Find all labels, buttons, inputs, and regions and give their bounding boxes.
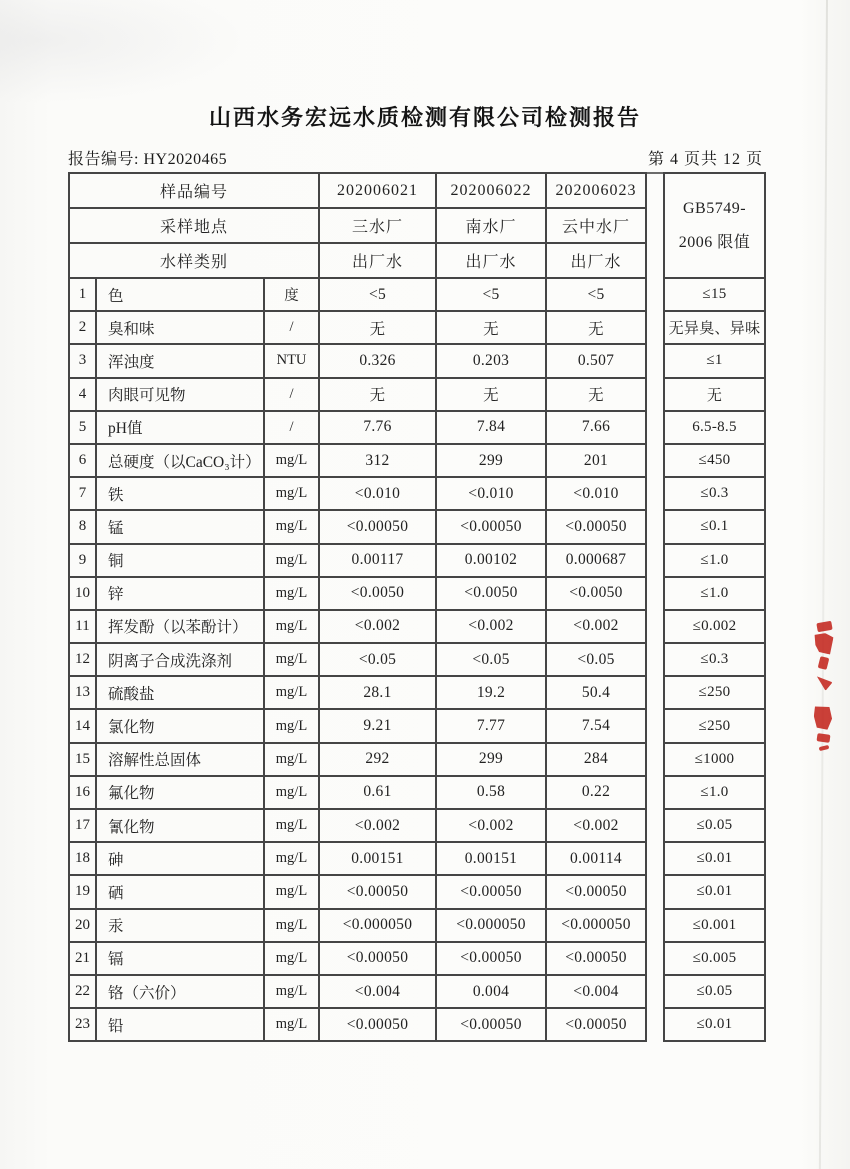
- table-gap-top-line: [643, 172, 663, 174]
- parameter-unit: mg/L: [265, 545, 320, 578]
- parameter-name: 氟化物: [97, 777, 265, 810]
- parameter-unit: mg/L: [265, 578, 320, 611]
- parameter-unit: /: [265, 379, 320, 412]
- sample3-value: <0.00050: [547, 511, 647, 544]
- sample1-value: <0.00050: [320, 943, 437, 976]
- parameter-name: 溶解性总固体: [97, 744, 265, 777]
- row-number: 21: [70, 943, 97, 976]
- sample2-value: 0.203: [437, 345, 547, 378]
- report-number-label: 报告编号:: [68, 151, 139, 168]
- header-sample-id-1: 202006021: [320, 174, 437, 209]
- header-sample-type-2: 出厂水: [437, 244, 547, 279]
- page-edge-line: [819, 0, 828, 1169]
- sample2-value: <0.002: [437, 611, 547, 644]
- parameter-name: 肉眼可见物: [97, 379, 265, 412]
- parameter-name: 色: [97, 279, 265, 312]
- sample3-value: 0.00114: [547, 843, 647, 876]
- sample1-value: 0.326: [320, 345, 437, 378]
- sample2-value: <0.00050: [437, 876, 547, 909]
- parameter-unit: NTU: [265, 345, 320, 378]
- parameter-unit: /: [265, 312, 320, 345]
- sample3-value: 50.4: [547, 677, 647, 710]
- row-number: 14: [70, 710, 97, 743]
- water-quality-table: [68, 172, 647, 1042]
- header-location-2: 南水厂: [437, 209, 547, 244]
- parameter-name: 氯化物: [97, 710, 265, 743]
- parameter-unit: mg/L: [265, 445, 320, 478]
- sample2-value: 无: [437, 379, 547, 412]
- header-sample-id-label: 样品编号: [70, 174, 320, 209]
- sample3-value: 0.22: [547, 777, 647, 810]
- limit-header-line1: GB5749-: [682, 200, 747, 218]
- sample3-value: 无: [547, 379, 647, 412]
- sample2-value: 0.00102: [437, 545, 547, 578]
- sample1-value: 9.21: [320, 710, 437, 743]
- parameter-name: 浑浊度: [97, 345, 265, 378]
- sample3-value: 7.66: [547, 412, 647, 445]
- parameter-name: 铁: [97, 478, 265, 511]
- sample3-value: <5: [547, 279, 647, 312]
- sample1-value: <0.05: [320, 644, 437, 677]
- sample3-value: 无: [547, 312, 647, 345]
- sample1-value: <0.000050: [320, 910, 437, 943]
- sample2-value: <0.00050: [437, 511, 547, 544]
- sample1-value: 312: [320, 445, 437, 478]
- sample3-value: 201: [547, 445, 647, 478]
- limit-value: ≤250: [665, 710, 766, 743]
- sample3-value: 7.54: [547, 710, 647, 743]
- limit-value: ≤0.002: [665, 611, 766, 644]
- row-number: 1: [70, 279, 97, 312]
- report-number-value: HY2020465: [143, 151, 228, 168]
- limit-value: ≤1.0: [665, 578, 766, 611]
- parameter-name: 阴离子合成洗涤剂: [97, 644, 265, 677]
- limit-value: ≤0.01: [665, 1009, 766, 1042]
- parameter-unit: mg/L: [265, 677, 320, 710]
- row-number: 20: [70, 910, 97, 943]
- sample2-value: 19.2: [437, 677, 547, 710]
- sample1-value: <0.00050: [320, 1009, 437, 1042]
- header-location-3: 云中水厂: [547, 209, 647, 244]
- parameter-unit: mg/L: [265, 478, 320, 511]
- row-number: 22: [70, 976, 97, 1009]
- limit-value: ≤1.0: [665, 545, 766, 578]
- parameter-name: 挥发酚（以苯酚计）: [97, 611, 265, 644]
- sample3-value: <0.002: [547, 810, 647, 843]
- row-number: 15: [70, 744, 97, 777]
- header-location-label: 采样地点: [70, 209, 320, 244]
- limit-value: ≤0.001: [665, 910, 766, 943]
- row-number: 3: [70, 345, 97, 378]
- sample2-value: 299: [437, 445, 547, 478]
- limit-value: ≤1.0: [665, 777, 766, 810]
- parameter-name: 臭和味: [97, 312, 265, 345]
- sample2-value: <0.0050: [437, 578, 547, 611]
- parameter-unit: mg/L: [265, 744, 320, 777]
- sample3-value: <0.0050: [547, 578, 647, 611]
- limit-value: ≤450: [665, 445, 766, 478]
- sample2-value: 0.58: [437, 777, 547, 810]
- sample1-value: 0.00117: [320, 545, 437, 578]
- sample2-value: <0.05: [437, 644, 547, 677]
- header-sample-type-1: 出厂水: [320, 244, 437, 279]
- parameter-name: 砷: [97, 843, 265, 876]
- results-table-wrap: [68, 172, 766, 1042]
- report-meta: [68, 146, 763, 168]
- parameter-name: pH值: [97, 412, 265, 445]
- parameter-name: 铬（六价）: [97, 976, 265, 1009]
- sample3-value: <0.00050: [547, 943, 647, 976]
- sample1-value: 0.00151: [320, 843, 437, 876]
- parameter-unit: 度: [265, 279, 320, 312]
- page-indicator: 第 4 页共 12 页: [647, 151, 763, 168]
- header-sample-type-label: 水样类别: [70, 244, 320, 279]
- sample3-value: <0.00050: [547, 1009, 647, 1042]
- sample3-value: <0.00050: [547, 876, 647, 909]
- limit-value: 6.5-8.5: [665, 412, 766, 445]
- sample1-value: <0.010: [320, 478, 437, 511]
- sample1-value: <5: [320, 279, 437, 312]
- parameter-name: 锰: [97, 511, 265, 544]
- sample1-value: 0.61: [320, 777, 437, 810]
- parameter-name: 总硬度（以CaCO₃计）: [97, 445, 265, 478]
- sample3-value: <0.010: [547, 478, 647, 511]
- parameter-name: 汞: [97, 910, 265, 943]
- parameter-name: 铜: [97, 545, 265, 578]
- sample2-value: <0.010: [437, 478, 547, 511]
- limit-value: ≤0.1: [665, 511, 766, 544]
- sample1-value: <0.002: [320, 611, 437, 644]
- limit-header-line2: 2006 限值: [678, 233, 751, 251]
- row-number: 17: [70, 810, 97, 843]
- header-location-1: 三水厂: [320, 209, 437, 244]
- parameter-name: 镉: [97, 943, 265, 976]
- limit-value: 无: [665, 379, 766, 412]
- sample3-value: <0.000050: [547, 910, 647, 943]
- limit-column-table: [663, 172, 766, 1042]
- row-number: 11: [70, 611, 97, 644]
- limit-value: ≤0.3: [665, 644, 766, 677]
- parameter-name: 硫酸盐: [97, 677, 265, 710]
- parameter-unit: mg/L: [265, 777, 320, 810]
- limit-value: ≤15: [665, 279, 766, 312]
- header-sample-id-3: 202006023: [547, 174, 647, 209]
- parameter-unit: mg/L: [265, 644, 320, 677]
- red-seal-fragment: [806, 618, 840, 763]
- parameter-name: 铅: [97, 1009, 265, 1042]
- sample2-value: 7.77: [437, 710, 547, 743]
- parameter-name: 氰化物: [97, 810, 265, 843]
- sample3-value: 0.507: [547, 345, 647, 378]
- row-number: 4: [70, 379, 97, 412]
- sample1-value: 无: [320, 312, 437, 345]
- limit-value: ≤0.3: [665, 478, 766, 511]
- limit-value: ≤250: [665, 677, 766, 710]
- sample1-value: <0.002: [320, 810, 437, 843]
- parameter-unit: mg/L: [265, 611, 320, 644]
- row-number: 16: [70, 777, 97, 810]
- parameter-unit: mg/L: [265, 910, 320, 943]
- report-title: 山西水务宏远水质检测有限公司检测报告: [208, 105, 641, 130]
- row-number: 12: [70, 644, 97, 677]
- sample3-value: 0.000687: [547, 545, 647, 578]
- row-number: 18: [70, 843, 97, 876]
- sample2-value: 0.004: [437, 976, 547, 1009]
- parameter-name: 硒: [97, 876, 265, 909]
- sample1-value: 28.1: [320, 677, 437, 710]
- parameter-unit: mg/L: [265, 876, 320, 909]
- row-number: 6: [70, 445, 97, 478]
- sample2-value: 0.00151: [437, 843, 547, 876]
- sample1-value: <0.00050: [320, 876, 437, 909]
- parameter-unit: mg/L: [265, 511, 320, 544]
- sample3-value: <0.004: [547, 976, 647, 1009]
- sample3-value: <0.05: [547, 644, 647, 677]
- parameter-unit: mg/L: [265, 810, 320, 843]
- sample2-value: <0.002: [437, 810, 547, 843]
- sample2-value: 7.84: [437, 412, 547, 445]
- parameter-unit: mg/L: [265, 843, 320, 876]
- sample2-value: <0.00050: [437, 943, 547, 976]
- row-number: 10: [70, 578, 97, 611]
- sample1-value: 无: [320, 379, 437, 412]
- row-number: 23: [70, 1009, 97, 1042]
- parameter-unit: mg/L: [265, 943, 320, 976]
- report-number: [68, 146, 227, 169]
- limit-value: ≤0.01: [665, 876, 766, 909]
- parameter-unit: /: [265, 412, 320, 445]
- row-number: 8: [70, 511, 97, 544]
- header-sample-id-2: 202006022: [437, 174, 547, 209]
- sample2-value: 299: [437, 744, 547, 777]
- limit-value: ≤0.05: [665, 810, 766, 843]
- limit-value: ≤0.01: [665, 843, 766, 876]
- parameter-unit: mg/L: [265, 710, 320, 743]
- limit-value: ≤0.05: [665, 976, 766, 1009]
- sample1-value: 7.76: [320, 412, 437, 445]
- row-number: 5: [70, 412, 97, 445]
- limit-value: ≤1000: [665, 744, 766, 777]
- parameter-unit: mg/L: [265, 1009, 320, 1042]
- sample1-value: 292: [320, 744, 437, 777]
- limit-value: ≤0.005: [665, 943, 766, 976]
- limit-value: ≤1: [665, 345, 766, 378]
- row-number: 19: [70, 876, 97, 909]
- parameter-name: 锌: [97, 578, 265, 611]
- sample2-value: <0.000050: [437, 910, 547, 943]
- row-number: 13: [70, 677, 97, 710]
- row-number: 9: [70, 545, 97, 578]
- sample2-value: 无: [437, 312, 547, 345]
- sample2-value: <5: [437, 279, 547, 312]
- sample2-value: <0.00050: [437, 1009, 547, 1042]
- sample1-value: <0.00050: [320, 511, 437, 544]
- sample1-value: <0.0050: [320, 578, 437, 611]
- parameter-unit: mg/L: [265, 976, 320, 1009]
- row-number: 2: [70, 312, 97, 345]
- row-number: 7: [70, 478, 97, 511]
- sample1-value: <0.004: [320, 976, 437, 1009]
- sample3-value: <0.002: [547, 611, 647, 644]
- header-sample-type-3: 出厂水: [547, 244, 647, 279]
- sample3-value: 284: [547, 744, 647, 777]
- limit-value: 无异臭、异味: [665, 312, 766, 345]
- limit-column-header: [665, 174, 766, 279]
